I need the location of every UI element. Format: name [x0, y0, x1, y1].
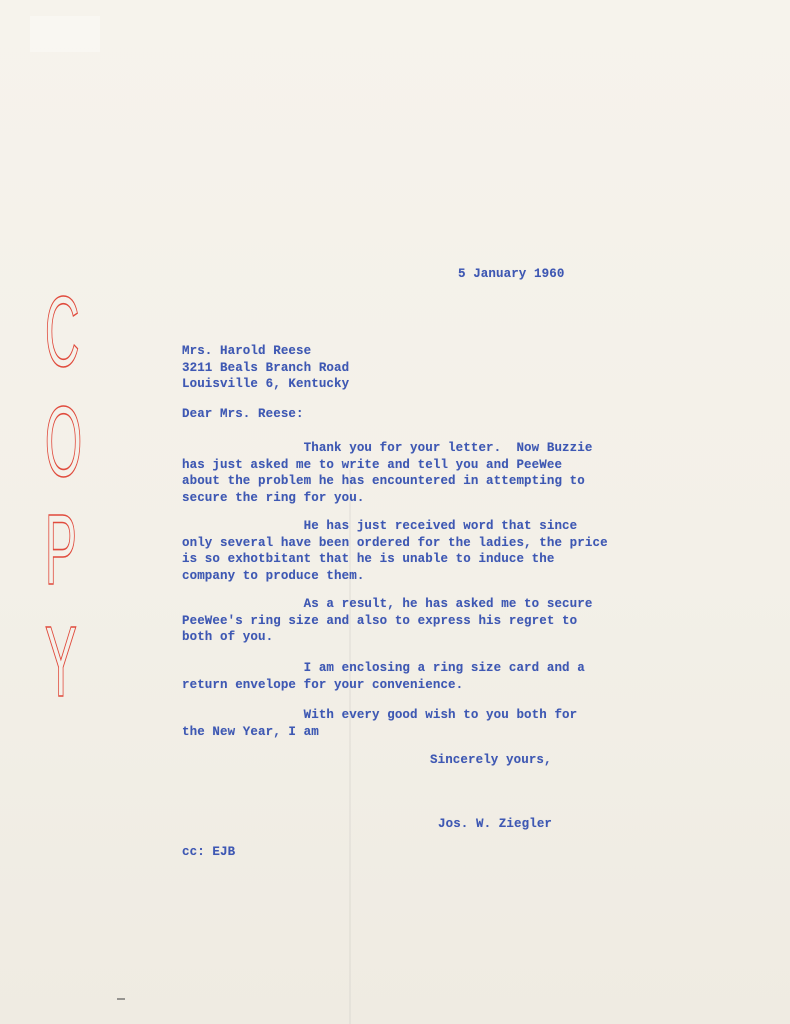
- body-paragraph-1: Thank you for your letter. Now Buzzie has just asked me to write and tell you and PeeWee about the problem he has encountered in attempting to secure the ring for you.: [182, 441, 593, 505]
- salutation: Dear Mrs. Reese:: [182, 407, 304, 421]
- signature-name: Jos. W. Ziegler: [438, 817, 553, 831]
- carbon-copy-line: cc: EJB: [182, 845, 236, 859]
- body-paragraph-2: He has just received word that since only several have been ordered for the ladies, the price is so exhotbitant that he is unable to induce the company to produce them.: [182, 519, 608, 583]
- body-paragraph-3: As a result, he has asked me to secure PeeWee's ring size and also to express his regret to both of you.: [182, 597, 593, 645]
- copy-stamp-letter-p: P: [44, 494, 77, 606]
- letter-date: 5 January 1960: [458, 267, 565, 281]
- recipient-address: Mrs. Harold Reese 3211 Beals Branch Road Louisville 6, Kentucky: [182, 344, 350, 392]
- complimentary-closing: Sincerely yours,: [430, 753, 552, 767]
- stray-mark: [117, 998, 125, 1000]
- copy-stamp: [30, 276, 83, 718]
- paper-smudge: [30, 16, 100, 52]
- copy-stamp-letter-o: O: [44, 386, 83, 498]
- copy-stamp-letter-c: C: [44, 276, 80, 388]
- body-paragraph-5: With every good wish to you both for the New Year, I am: [182, 708, 578, 739]
- body-paragraph-4: I am enclosing a ring size card and a return envelope for your convenience.: [182, 661, 585, 692]
- copy-stamp-letter-y: Y: [44, 606, 77, 718]
